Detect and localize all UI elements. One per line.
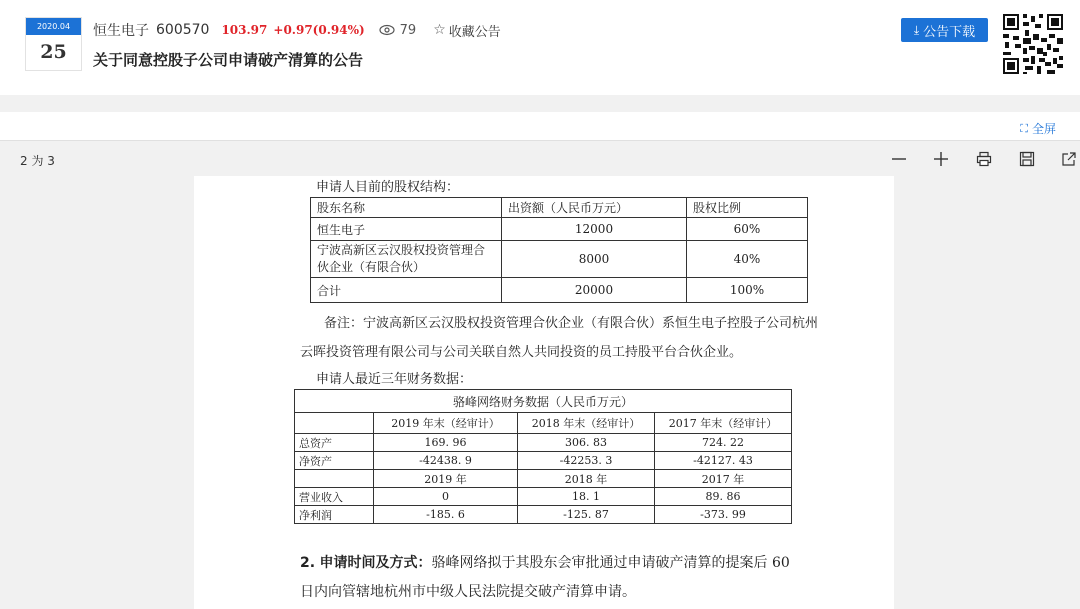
- table-cell: 净利润: [295, 506, 374, 524]
- table-caption: 骆峰网络财务数据（人民币万元）: [295, 390, 792, 413]
- financial-table: [294, 389, 792, 524]
- table-header: 出资额（人民币万元）: [502, 198, 687, 218]
- star-icon: ☆: [433, 22, 446, 38]
- fullscreen-label: 全屏: [1031, 122, 1056, 136]
- note-line-2: 云晖投资管理有限公司与公司关联自然人共同投资的员工持股平台合伙企业。: [300, 345, 743, 360]
- table-cell: 总资产: [295, 434, 374, 452]
- page-title: 关于同意控股子公司申请破产清算的公告: [93, 51, 364, 69]
- table-header: [295, 470, 374, 488]
- open-external-button[interactable]: [1058, 148, 1080, 170]
- table-row: [311, 218, 808, 241]
- zoom-out-button[interactable]: [888, 148, 910, 170]
- table-cell-line: 伙企业（有限合伙）: [317, 260, 426, 274]
- date-month: 2020.04: [26, 18, 81, 35]
- table-cell: 净资产: [295, 452, 374, 470]
- stock-price: 103.97: [221, 23, 268, 37]
- print-icon: [976, 151, 992, 167]
- table-cell-line: 宁波高新区云汉股权投资管理合: [317, 243, 486, 257]
- table-row: [295, 488, 792, 506]
- table-cell: 合计: [311, 278, 502, 303]
- plus-icon: [933, 151, 949, 167]
- table-row: [295, 506, 792, 524]
- minus-icon: [891, 151, 907, 167]
- table-header-row: [311, 198, 808, 218]
- financial-section-title: 申请人最近三年财务数据：: [316, 372, 473, 387]
- table-header-row: [295, 413, 792, 434]
- table-cell: 306. 83: [518, 434, 655, 452]
- print-button[interactable]: [973, 148, 995, 170]
- table-cell: 8000: [502, 241, 687, 278]
- item-2-line-1: [300, 552, 790, 572]
- table-cell: -185. 6: [374, 506, 518, 524]
- table-header-row: [295, 470, 792, 488]
- favorite-button[interactable]: [433, 21, 501, 40]
- table-cell: 724. 22: [655, 434, 792, 452]
- table-cell: -42438. 9: [374, 452, 518, 470]
- external-link-icon: [1061, 151, 1077, 167]
- date-badge: [25, 17, 82, 71]
- expand-icon: ⛶: [1020, 121, 1028, 135]
- note-line-1: 备注：宁波高新区云汉股权投资管理合伙企业（有限合伙）系恒生电子控股子公司杭州: [324, 316, 819, 331]
- equity-table: [310, 197, 808, 303]
- document-viewport[interactable]: [0, 176, 1080, 609]
- table-cell: -42253. 3: [518, 452, 655, 470]
- equity-section-title: 申请人目前的股权结构：: [316, 180, 460, 195]
- table-cell: -42127. 43: [655, 452, 792, 470]
- table-cell: 12000: [502, 218, 687, 241]
- item-2-heading: 申请时间及方式：: [319, 555, 432, 571]
- table-header: 2018 年末（经审计）: [518, 413, 655, 434]
- table-cell: -373. 99: [655, 506, 792, 524]
- item-2-line-2: 日内向管辖地杭州市中级人民法院提交破产清算申请。: [300, 584, 636, 600]
- table-caption-row: [295, 390, 792, 413]
- table-row: [295, 434, 792, 452]
- stock-code[interactable]: 600570: [156, 22, 210, 38]
- table-cell: -125. 87: [518, 506, 655, 524]
- zoom-in-button[interactable]: [930, 148, 952, 170]
- table-cell: 89. 86: [655, 488, 792, 506]
- eye-icon: [379, 24, 395, 36]
- stock-info-line: [93, 20, 501, 40]
- favorite-label: 收藏公告: [448, 24, 501, 40]
- table-cell: 18. 1: [518, 488, 655, 506]
- download-icon: ⤓: [913, 22, 920, 37]
- table-row: [311, 241, 808, 278]
- table-cell: 营业收入: [295, 488, 374, 506]
- viewer-top-bar: [0, 112, 1080, 140]
- table-row: [295, 452, 792, 470]
- table-header: 2019 年末（经审计）: [374, 413, 518, 434]
- stock-name[interactable]: 恒生电子: [93, 23, 149, 39]
- fullscreen-button[interactable]: [1020, 120, 1056, 137]
- qr-code: [1001, 12, 1065, 76]
- table-cell: 60%: [687, 218, 808, 241]
- view-count-value: 79: [399, 22, 417, 38]
- view-count: [379, 23, 417, 38]
- table-header: 2019 年: [374, 470, 518, 488]
- announcement-header: [0, 0, 1080, 95]
- page-indicator: 2 为 3: [20, 154, 55, 168]
- table-header: 2018 年: [518, 470, 655, 488]
- item-2-number: 2.: [300, 555, 316, 571]
- table-cell: 20000: [502, 278, 687, 303]
- save-button[interactable]: [1016, 148, 1038, 170]
- table-header: 2017 年: [655, 470, 792, 488]
- table-cell: 恒生电子: [311, 218, 502, 241]
- download-button[interactable]: [901, 18, 988, 42]
- table-header: 股东名称: [311, 198, 502, 218]
- table-header: [295, 413, 374, 434]
- table-cell: 0: [374, 488, 518, 506]
- table-row: [311, 278, 808, 303]
- download-label: 公告下载: [923, 24, 976, 40]
- pdf-toolbar: [0, 140, 1080, 177]
- date-day: 25: [40, 41, 67, 63]
- item-2-text: 骆峰网络拟于其股东会审批通过申请破产清算的提案后 60: [431, 555, 790, 571]
- stock-change: +0.97(0.94%): [273, 23, 365, 37]
- table-cell: [311, 241, 502, 278]
- pdf-page: [194, 176, 894, 609]
- table-cell: 100%: [687, 278, 808, 303]
- table-header: 股权比例: [687, 198, 808, 218]
- table-cell: 40%: [687, 241, 808, 278]
- table-cell: 169. 96: [374, 434, 518, 452]
- save-icon: [1019, 151, 1035, 167]
- table-header: 2017 年末（经审计）: [655, 413, 792, 434]
